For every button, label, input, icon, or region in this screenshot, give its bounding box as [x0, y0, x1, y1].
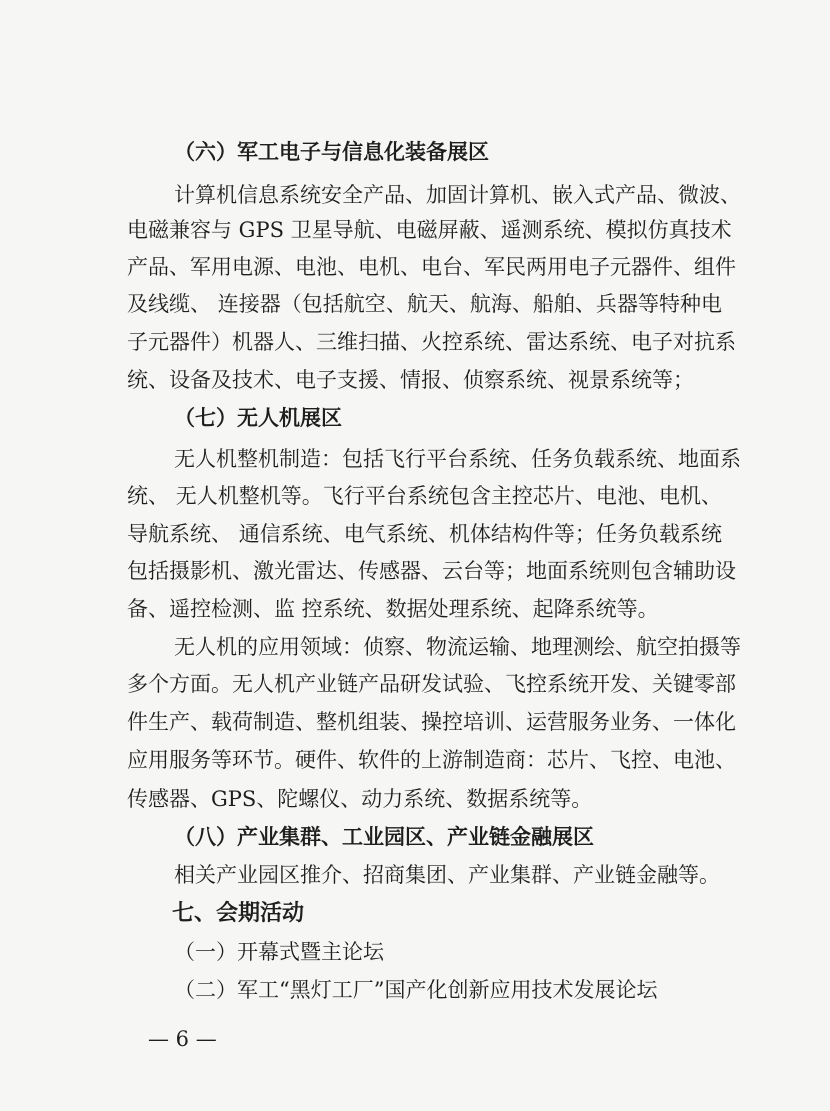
- paragraph-line: 件生产、载荷制造、整机组装、操控培训、运营服务业务、一体化: [127, 710, 736, 734]
- paragraph-line: 计算机信息系统安全产品、加固计算机、嵌入式产品、微波、: [174, 183, 741, 207]
- paragraph-line: 传感器、GPS、陀螺仪、动力系统、数据系统等。: [127, 787, 593, 811]
- paragraph-line: 无人机的应用领域：侦察、物流运输、地理测绘、航空拍摄等: [174, 635, 741, 659]
- chapter-7-title: 七、会期活动: [172, 900, 305, 926]
- section-6-title: （六）军工电子与信息化装备展区: [174, 139, 489, 164]
- activity-item: （一）开幕式暨主论坛: [174, 940, 384, 964]
- page-number: — 6 —: [148, 1027, 217, 1051]
- paragraph-line: 相关产业园区推介、招商集团、产业集群、产业链金融等。: [174, 863, 720, 887]
- paragraph-line: 产品、军用电源、电池、电机、电台、军民两用电子元器件、组件: [127, 255, 736, 279]
- activity-item: （二）军工“黑灯工厂”国产化创新应用技术发展论坛: [174, 978, 658, 1002]
- paragraph-line: 电磁兼容与 GPS 卫星导航、电磁屏蔽、遥测系统、模拟仿真技术: [127, 218, 732, 242]
- paragraph-line: 导航系统、 通信系统、电气系统、机体结构件等；任务负载系统: [127, 522, 722, 546]
- paragraph-line: 无人机整机制造：包括飞行平台系统、任务负载系统、地面系: [174, 447, 741, 471]
- paragraph-line: 及线缆、 连接器（包括航空、航天、航海、船舶、兵器等特种电: [127, 292, 722, 316]
- paragraph-line: 多个方面。无人机产业链产品研发试验、飞控系统开发、关键零部: [127, 672, 736, 696]
- paragraph-line: 应用服务等环节。硬件、软件的上游制造商：芯片、飞控、电池、: [127, 748, 736, 772]
- paragraph-line: 子元器件）机器人、三维扫描、火控系统、雷达系统、电子对抗系: [127, 330, 736, 354]
- paragraph-line: 统、设备及技术、电子支援、情报、侦察系统、视景系统等；: [127, 368, 694, 392]
- paragraph-line: 统、 无人机整机等。飞行平台系统包含主控芯片、电池、电机、: [127, 484, 722, 508]
- section-8-title: （八）产业集群、工业园区、产业链金融展区: [174, 824, 594, 849]
- paragraph-line: 备、遥控检测、监 控系统、数据处理系统、起降系统等。: [127, 597, 659, 621]
- section-7-title: （七）无人机展区: [174, 405, 342, 430]
- paragraph-line: 包括摄影机、激光雷达、传感器、云台等；地面系统则包含辅助设: [127, 559, 736, 583]
